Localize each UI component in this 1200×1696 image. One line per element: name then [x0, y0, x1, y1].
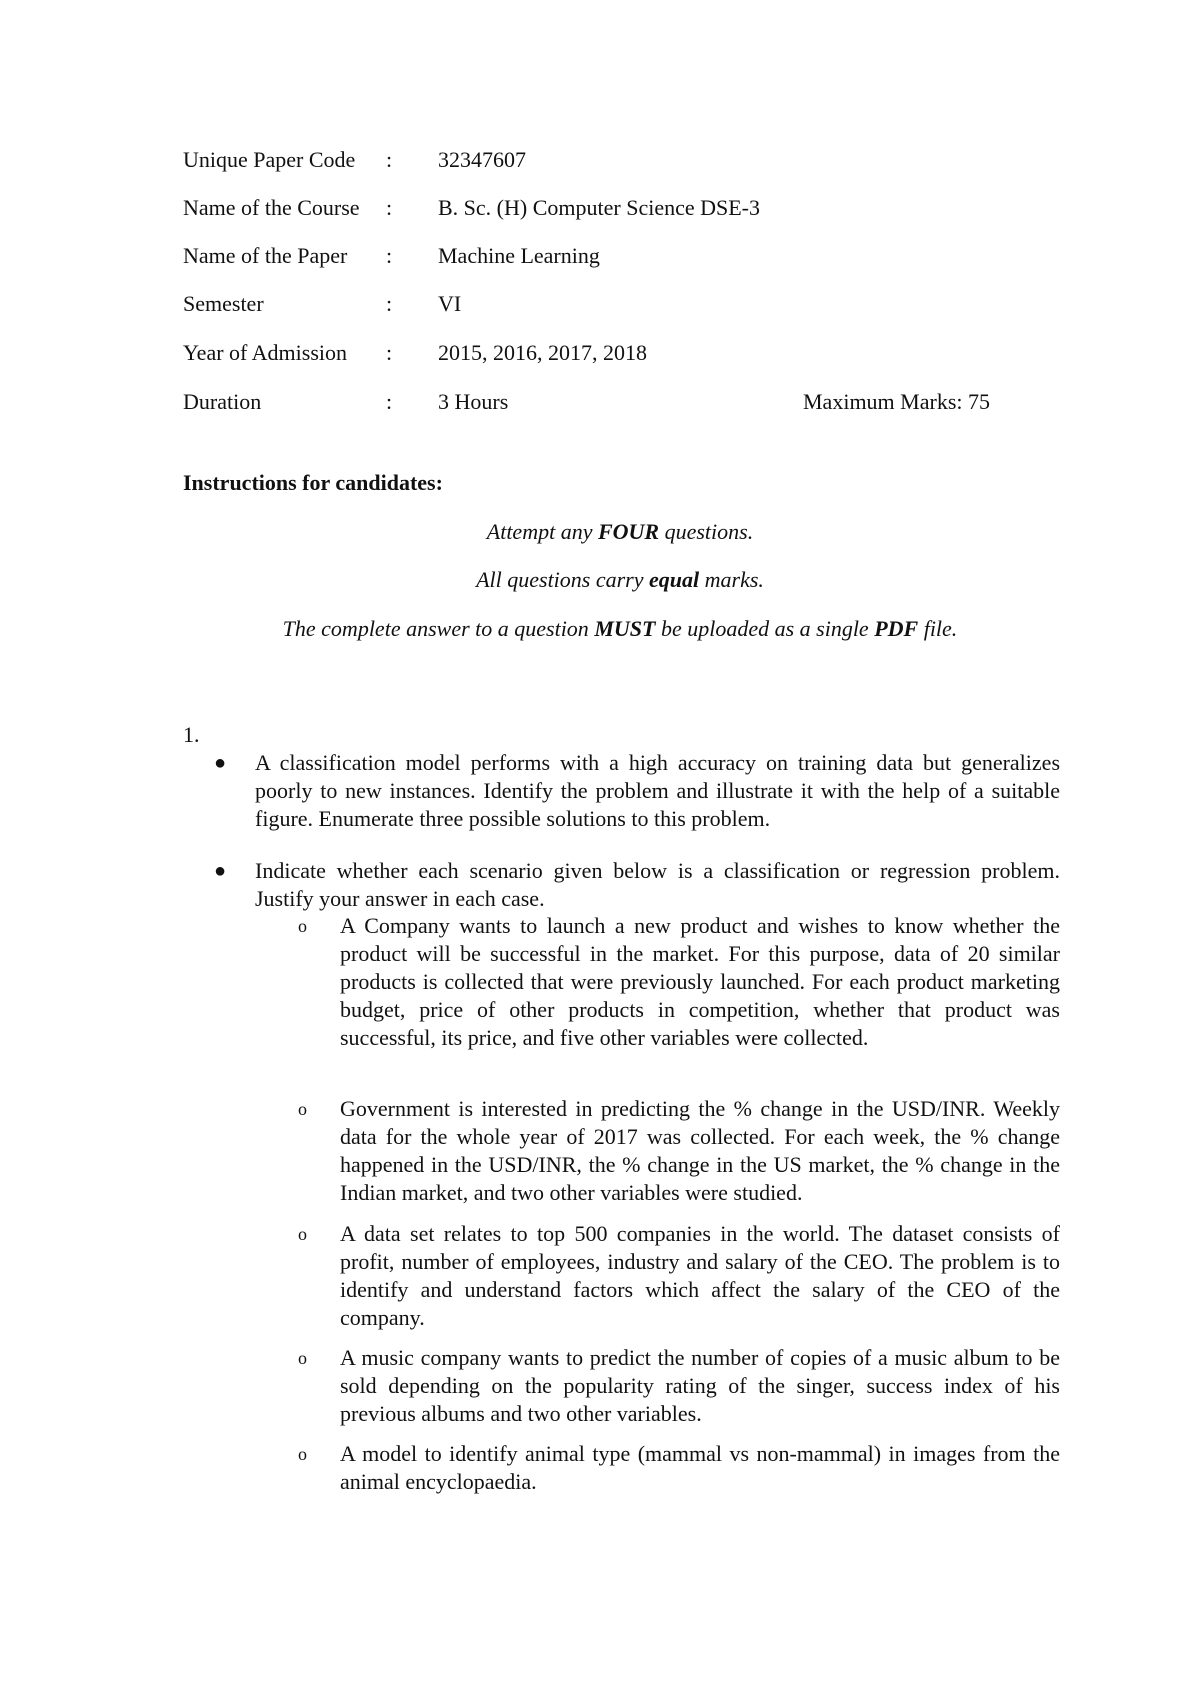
header-value: Machine Learning [438, 243, 600, 268]
question-part-overfitting: A classification model performs with a high accuracy on training data but generalizes poorly to new instances. Identify the problem and illustrate it with the help of a suitable figure. Enumerate three possible solutions to this problem. [255, 750, 1060, 831]
header-row-paper-name [183, 241, 1043, 271]
header-colon: : [386, 195, 393, 220]
header-colon: : [386, 389, 393, 414]
header-label: Duration [183, 389, 262, 414]
header-row-duration [183, 387, 1043, 417]
instruction-emphasis: equal [649, 567, 700, 592]
header-colon: : [386, 147, 393, 172]
sub-bullet-icon: o [298, 916, 307, 936]
scenario-item: A model to identify animal type (mammal vs non-mammal) in images from the animal encyclopaedia. [340, 1441, 1060, 1494]
header-row-semester [183, 289, 1043, 319]
instruction-text: marks. [699, 567, 764, 592]
instruction-text: file. [918, 616, 958, 641]
instruction-attempt-four [0, 517, 1200, 547]
bullet-icon: ● [214, 752, 227, 774]
instructions-title: Instructions for candidates: [183, 470, 443, 495]
instruction-text: be uploaded as a single [655, 616, 875, 641]
header-value: 32347607 [438, 147, 526, 172]
sub-bullet-icon: o [298, 1099, 307, 1119]
instruction-equal-marks [0, 565, 1200, 595]
scenario-item: A data set relates to top 500 companies in the world. The dataset consists of profit, number of employees, industry and salary of the CEO. The problem is to identify and understand factors which affect the salary of the CEO of the company. [340, 1221, 1060, 1330]
question-number: 1. [183, 722, 200, 747]
bullet-icon: ● [214, 860, 227, 882]
header-value: 3 Hours [438, 389, 509, 414]
instruction-emphasis: FOUR [597, 519, 660, 544]
instruction-text: All questions carry [476, 567, 650, 592]
header-label: Name of the Course [183, 195, 360, 220]
header-row-paper-code [183, 145, 1043, 175]
instruction-emphasis: PDF [874, 616, 919, 641]
header-colon: : [386, 291, 393, 316]
header-label: Year of Admission [183, 340, 348, 365]
header-row-course [183, 193, 1043, 223]
maximum-marks: Maximum Marks: 75 [803, 389, 990, 414]
sub-bullet-icon: o [298, 1348, 307, 1368]
header-colon: : [386, 243, 393, 268]
header-label: Name of the Paper [183, 243, 348, 268]
sub-bullet-icon: o [298, 1444, 307, 1464]
instruction-text: questions. [659, 519, 754, 544]
header-label: Unique Paper Code [183, 147, 356, 172]
instruction-emphasis: MUST [594, 616, 656, 641]
header-value: B. Sc. (H) Computer Science DSE-3 [438, 195, 760, 220]
scenario-item: Government is interested in predicting the % change in the USD/INR. Weekly data for the whole year of 2017 was collected. For each week, the % change happened in the USD/INR, the % change in the US market, the % change in the Indian market, and two other variables were studied. [340, 1096, 1060, 1205]
header-value: 2015, 2016, 2017, 2018 [438, 340, 647, 365]
scenario-item: A Company wants to launch a new product and wishes to know whether the product will be successful in the market. For this purpose, data of 20 similar products is collected that were previously launched. For each product marketing budget, price of other products in competition, whether that product was successful, its price, and five other variables were collected. [340, 913, 1060, 1050]
header-row-admission-year [183, 338, 1043, 368]
header-value: VI [438, 291, 462, 316]
sub-bullet-icon: o [298, 1224, 307, 1244]
scenario-item: A music company wants to predict the number of copies of a music album to be sold depending on the popularity rating of the singer, success index of his previous albums and two other variables. [340, 1345, 1060, 1426]
instruction-text: The complete answer to a question [282, 616, 595, 641]
question-part-classification-regression: Indicate whether each scenario given below is a classification or regression problem. Justify your answer in each case. [255, 858, 1060, 911]
instruction-pdf-upload [0, 614, 1200, 644]
instruction-text: Attempt any [486, 519, 598, 544]
header-colon: : [386, 340, 393, 365]
header-label: Semester [183, 291, 264, 316]
